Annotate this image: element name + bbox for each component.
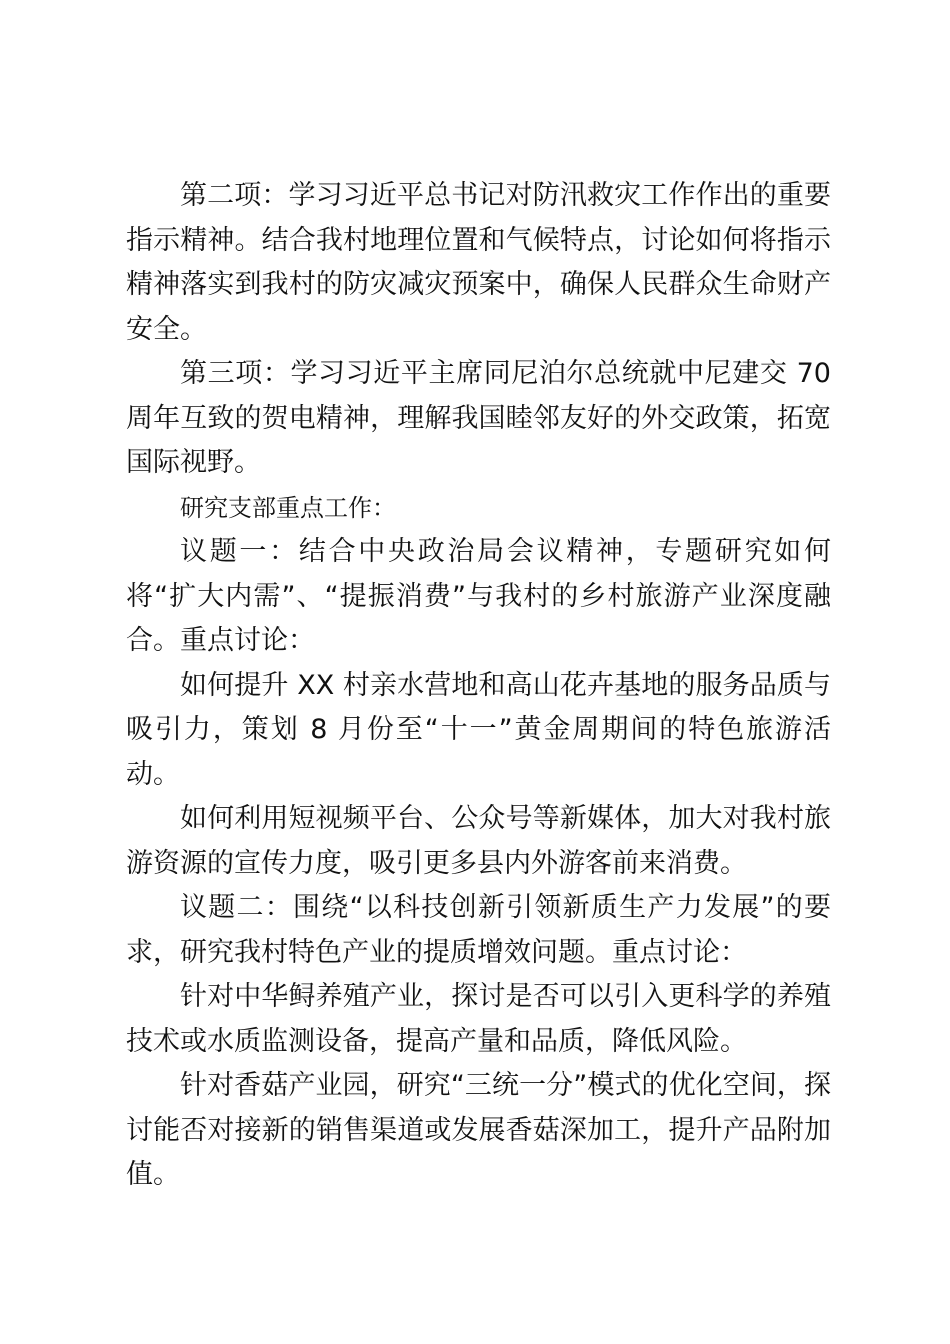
topic-two-point-1: 针对中华鲟养殖产业，探讨是否可以引入更科学的养殖技术或水质监测设备，提高产量和品质，降低风险。	[126, 981, 831, 1057]
topic-one-point-2: 如何利用短视频平台、公众号等新媒体，加大对我村旅游资源的宣传力度，吸引更多县内外游客前来消费。	[126, 803, 831, 879]
paragraph-item-3: 第三项：学习习近平主席同尼泊尔总统就中尼建交 70 周年互致的贺电精神，理解我国睦邻友好的外交政策，拓宽国际视野。	[126, 358, 831, 478]
paragraph-item-2: 第二项：学习习近平总书记对防汛救灾工作作出的重要指示精神。结合我村地理位置和气候特点，讨论如何将指示精神落实到我村的防灾减灾预案中，确保人民群众生命财产安全。	[126, 180, 831, 345]
document-body	[126, 174, 831, 1198]
section-heading: 研究支部重点工作：	[180, 493, 396, 522]
topic-two-point-2: 针对香菇产业园，研究“三统一分”模式的优化空间，探讨能否对接新的销售渠道或发展香菇深加工，提升产品附加值。	[126, 1070, 831, 1190]
topic-one-paragraph: 议题一：结合中央政治局会议精神，专题研究如何将“扩大内需”、“提振消费”与我村的乡村旅游产业深度融合。重点讨论：	[126, 536, 831, 656]
topic-one-point-1: 如何提升 XX 村亲水营地和高山花卉基地的服务品质与吸引力，策划 8 月份至“十一”黄金周期间的特色旅游活动。	[126, 669, 831, 790]
topic-two-paragraph: 议题二：围绕“以科技创新引领新质生产力发展”的要求，研究我村特色产业的提质增效问题。重点讨论：	[126, 892, 831, 968]
